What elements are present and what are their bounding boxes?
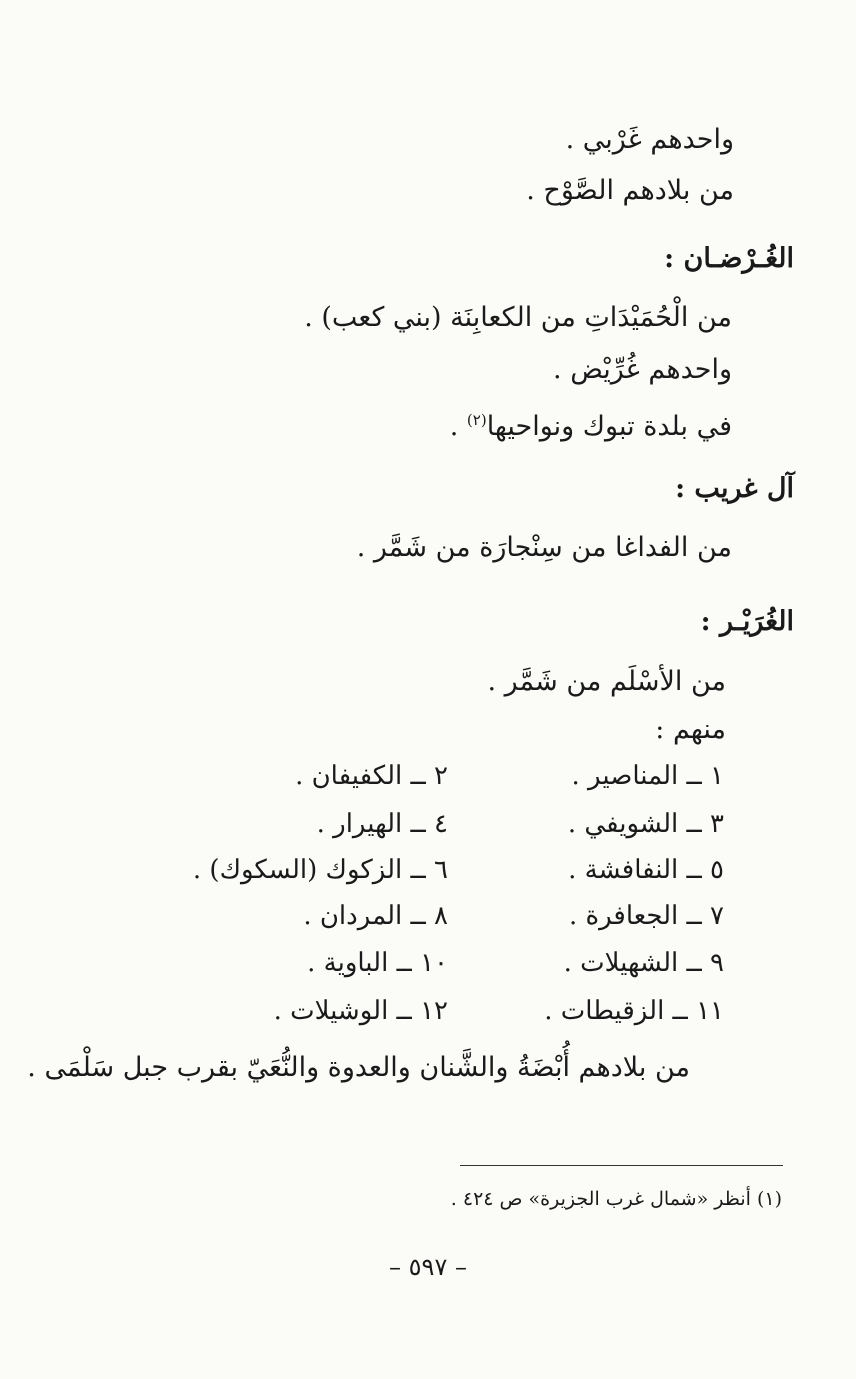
text-segment: . bbox=[449, 411, 467, 442]
page-number: – ٥٩٧ – bbox=[389, 1253, 467, 1281]
list-item: ١٠ ــ الباوية . bbox=[307, 948, 448, 978]
footnote-divider bbox=[460, 1165, 783, 1166]
text-line: من الأسْلَم من شَمَّر . bbox=[487, 666, 726, 697]
list-item: ٨ ــ المردان . bbox=[303, 901, 448, 931]
text-line: من بلادهم أُبْضَةُ والشَّنان والعدوة والنُّعَيّ بقرب جبل سَلْمَى . bbox=[27, 1052, 690, 1083]
list-item: ٧ ــ الجعافرة . bbox=[568, 901, 724, 931]
section-heading: الغُرَيْـر : bbox=[700, 606, 794, 637]
list-item: ٤ ــ الهيرار . bbox=[316, 809, 448, 839]
list-item: ٦ ــ الزكوك (السكوك) . bbox=[192, 855, 448, 885]
list-item: ٢ ــ الكفيفان . bbox=[295, 761, 448, 791]
text-line: واحدهم غُرِّيْض . bbox=[553, 354, 732, 385]
list-item: ١ ــ المناصير . bbox=[571, 761, 724, 791]
text-line: منهم : bbox=[655, 714, 726, 745]
list-item: ٣ ــ الشويفي . bbox=[567, 809, 724, 839]
list-item: ١٢ ــ الوشيلات . bbox=[273, 996, 448, 1026]
footnote: (١) أنظر «شمال غرب الجزيرة» ص ٤٢٤ . bbox=[450, 1188, 782, 1210]
text-line: واحدهم غَرْبي . bbox=[565, 124, 734, 155]
list-item: ٩ ــ الشهيلات . bbox=[563, 948, 724, 978]
text-line: من الفداغا من سِنْجارَة من شَمَّر . bbox=[356, 532, 732, 563]
list-item: ٥ ــ النفافشة . bbox=[568, 855, 724, 885]
text-line bbox=[450, 402, 732, 445]
section-heading: آل غريب : bbox=[675, 473, 794, 504]
text-line: من الْحُمَيْدَاتِ من الكعابِنَة (بني كعب) . bbox=[304, 302, 732, 333]
text-segment: في بلدة تبوك ونواحيها bbox=[486, 411, 732, 442]
list-item: ١١ ــ الزقيطات . bbox=[544, 996, 724, 1026]
section-heading: الغُـرْضـان : bbox=[664, 243, 794, 274]
footnote-marker: (٢) bbox=[466, 411, 487, 429]
text-line: من بلادهم الصَّوْح . bbox=[526, 175, 734, 206]
